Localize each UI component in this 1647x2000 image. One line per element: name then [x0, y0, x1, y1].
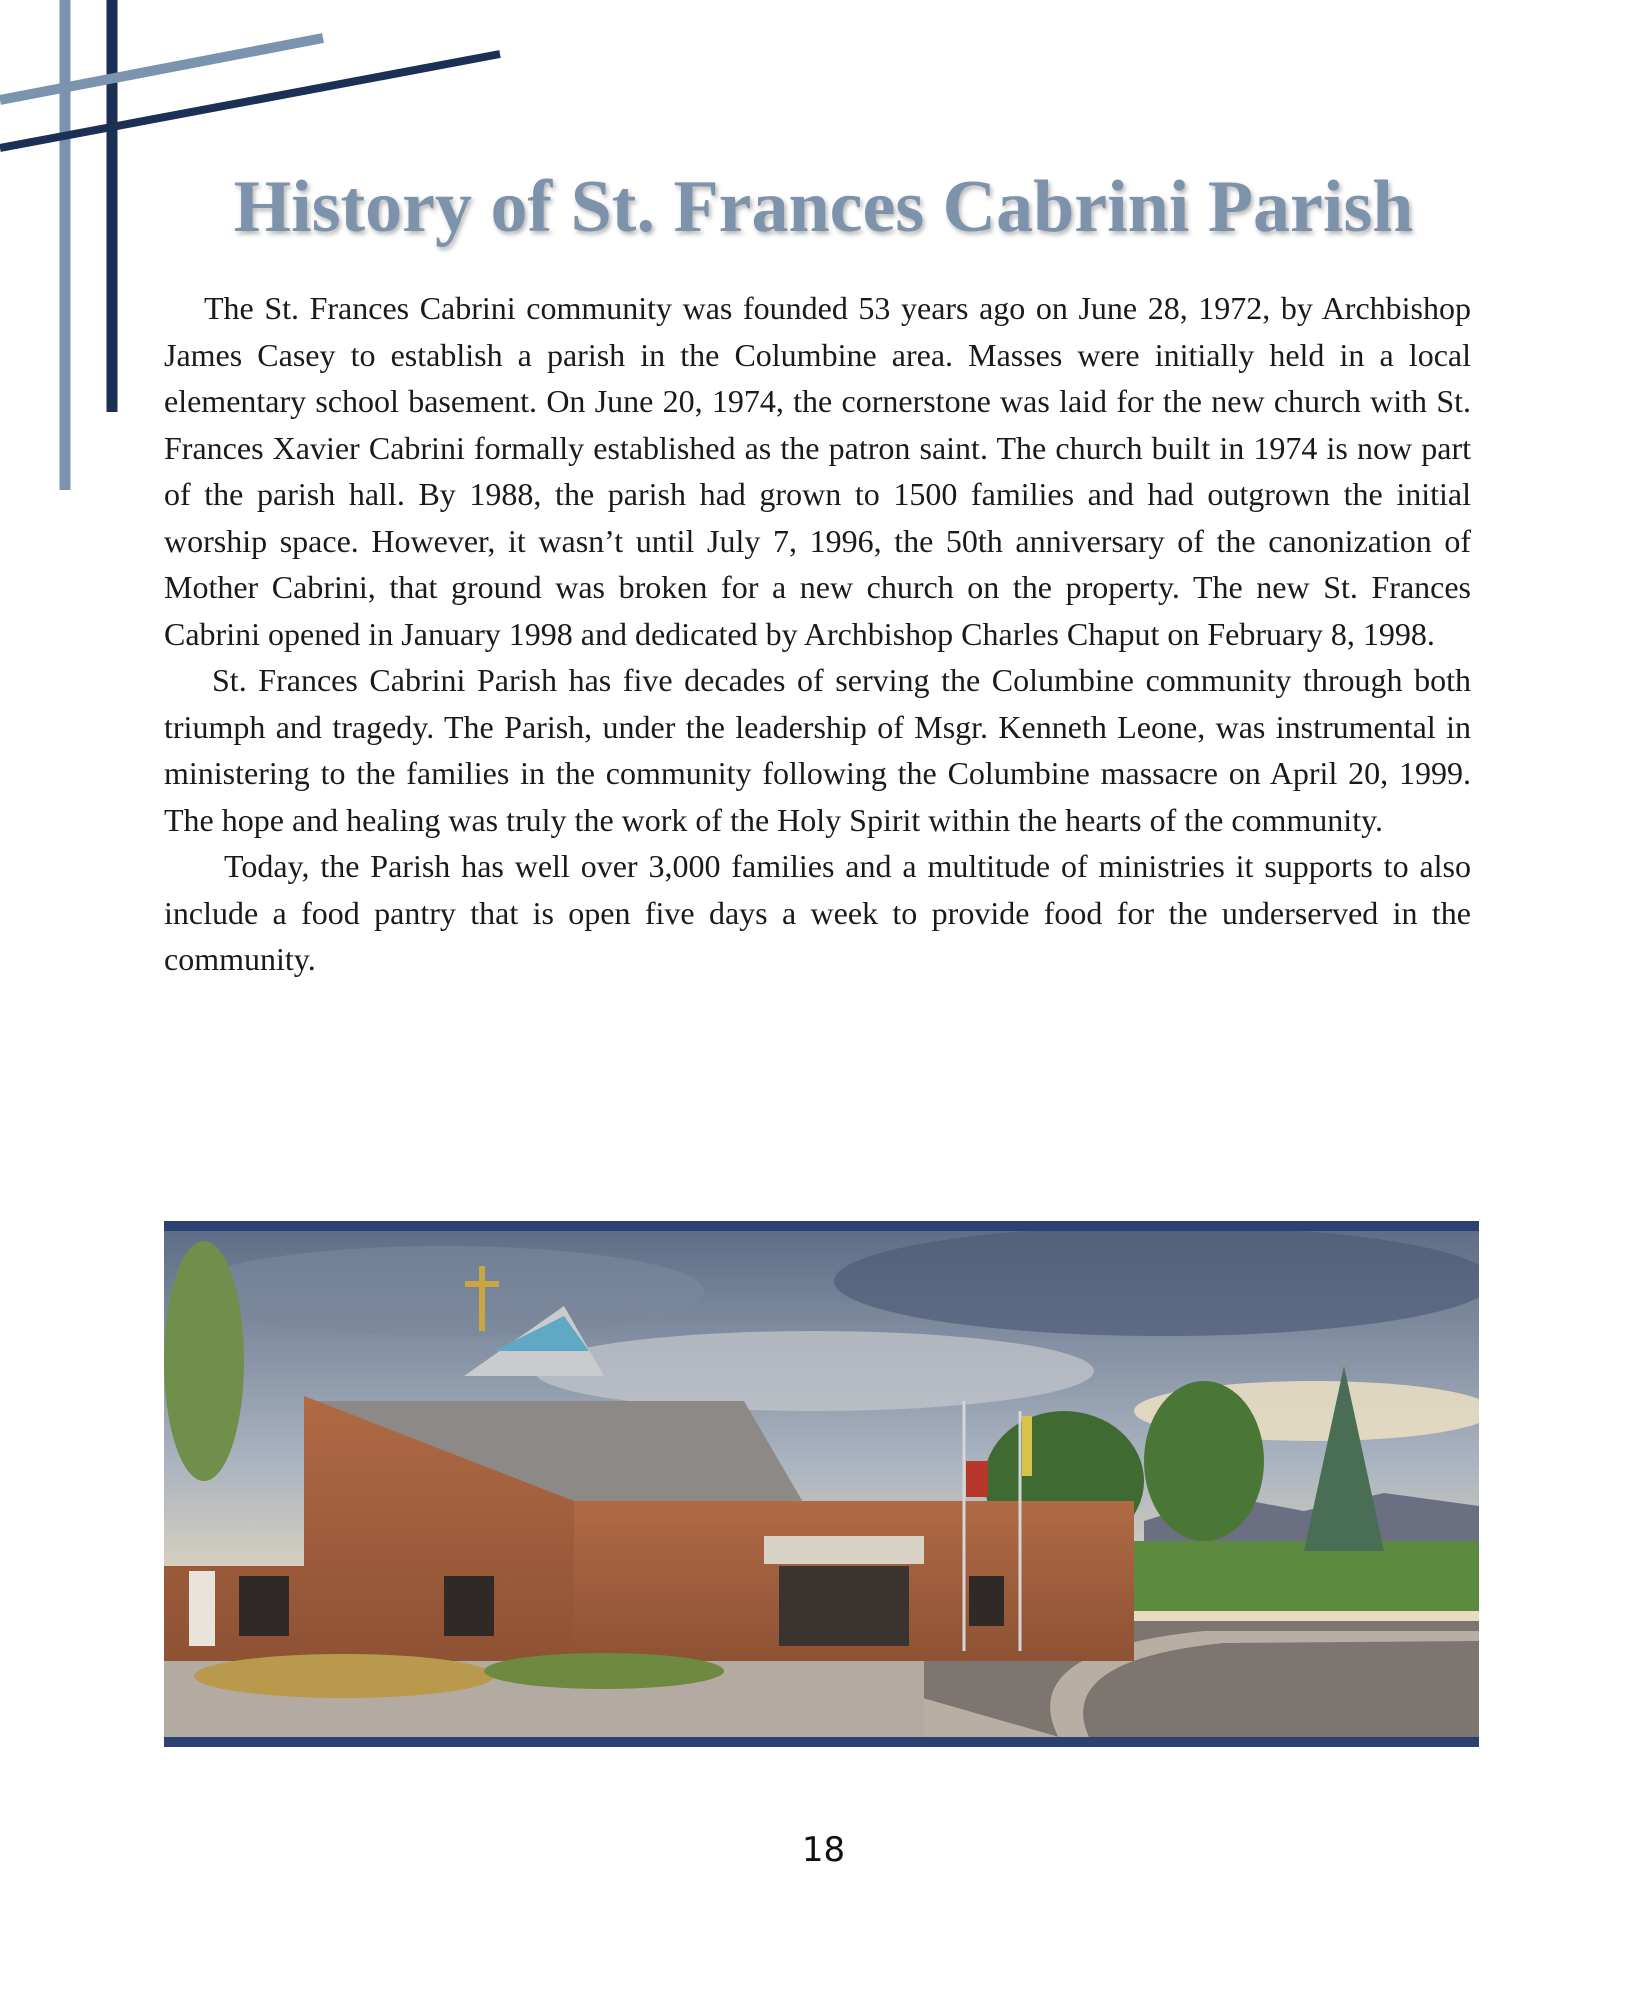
- flag: [1022, 1416, 1032, 1476]
- window: [239, 1576, 289, 1636]
- church-illustration: [164, 1221, 1479, 1747]
- cloud: [534, 1331, 1094, 1411]
- entry-canopy: [764, 1536, 924, 1564]
- paragraph-founding: The St. Frances Cabrini community was founded 53 years ago on June 28, 1972, by Archbishop James Casey to establish a parish in the Columbine area. Masses were initially held in a local elementary school basement. On June 20, 1974, the cornerstone was laid for the new church with St. Frances Xavier Cabrini formally established as the patron saint. The church built in 1974 is now part of the parish hall. By 1988, the parish had grown to 1500 families and had outgrown the initial worship space. However, it wasn’t until July 7, 1996, the 50th anniversary of the canonization of Mother Cabrini, that ground was broken for a new church on the property. The new St. Frances Cabrini opened in January 1998 and dedicated by Archbishop Charles Chaput on February 8, 1998.: [164, 290, 1471, 652]
- planting: [194, 1654, 494, 1698]
- flag: [966, 1461, 988, 1497]
- window: [444, 1576, 494, 1636]
- church-photo: [164, 1221, 1479, 1747]
- cross-vertical: [479, 1266, 485, 1331]
- history-text: [164, 285, 1471, 983]
- cloud: [184, 1246, 704, 1336]
- photo-frame-top: [164, 1221, 1479, 1231]
- planting: [484, 1653, 724, 1689]
- window: [969, 1576, 1004, 1626]
- statue: [189, 1571, 215, 1646]
- tree: [164, 1241, 244, 1481]
- cross-horizontal: [465, 1281, 499, 1287]
- photo-frame-bottom: [164, 1737, 1479, 1747]
- tree: [1144, 1381, 1264, 1541]
- cloud: [834, 1226, 1479, 1336]
- decor-line-dark-diagonal: [0, 54, 500, 148]
- paragraph-community: St. Frances Cabrini Parish has five decades of serving the Columbine community through both triumph and tragedy. The Parish, under the leadership of Msgr. Kenneth Leone, was instrumental in ministering to the families in the community following the Columbine massacre on April 20, 1999. The hope and healing was truly the work of the Holy Spirit within the hearts of the community.: [164, 662, 1471, 838]
- paragraph-today: Today, the Parish has well over 3,000 families and a multitude of ministries it supports to also include a food pantry that is open five days a week to provide food for the underserved in the community.: [164, 848, 1471, 977]
- decor-line-light-diagonal: [0, 38, 323, 100]
- entry-doors: [779, 1566, 909, 1646]
- page-title: History of St. Frances Cabrini Parish: [233, 166, 1414, 248]
- page-number: 18: [801, 1830, 846, 1870]
